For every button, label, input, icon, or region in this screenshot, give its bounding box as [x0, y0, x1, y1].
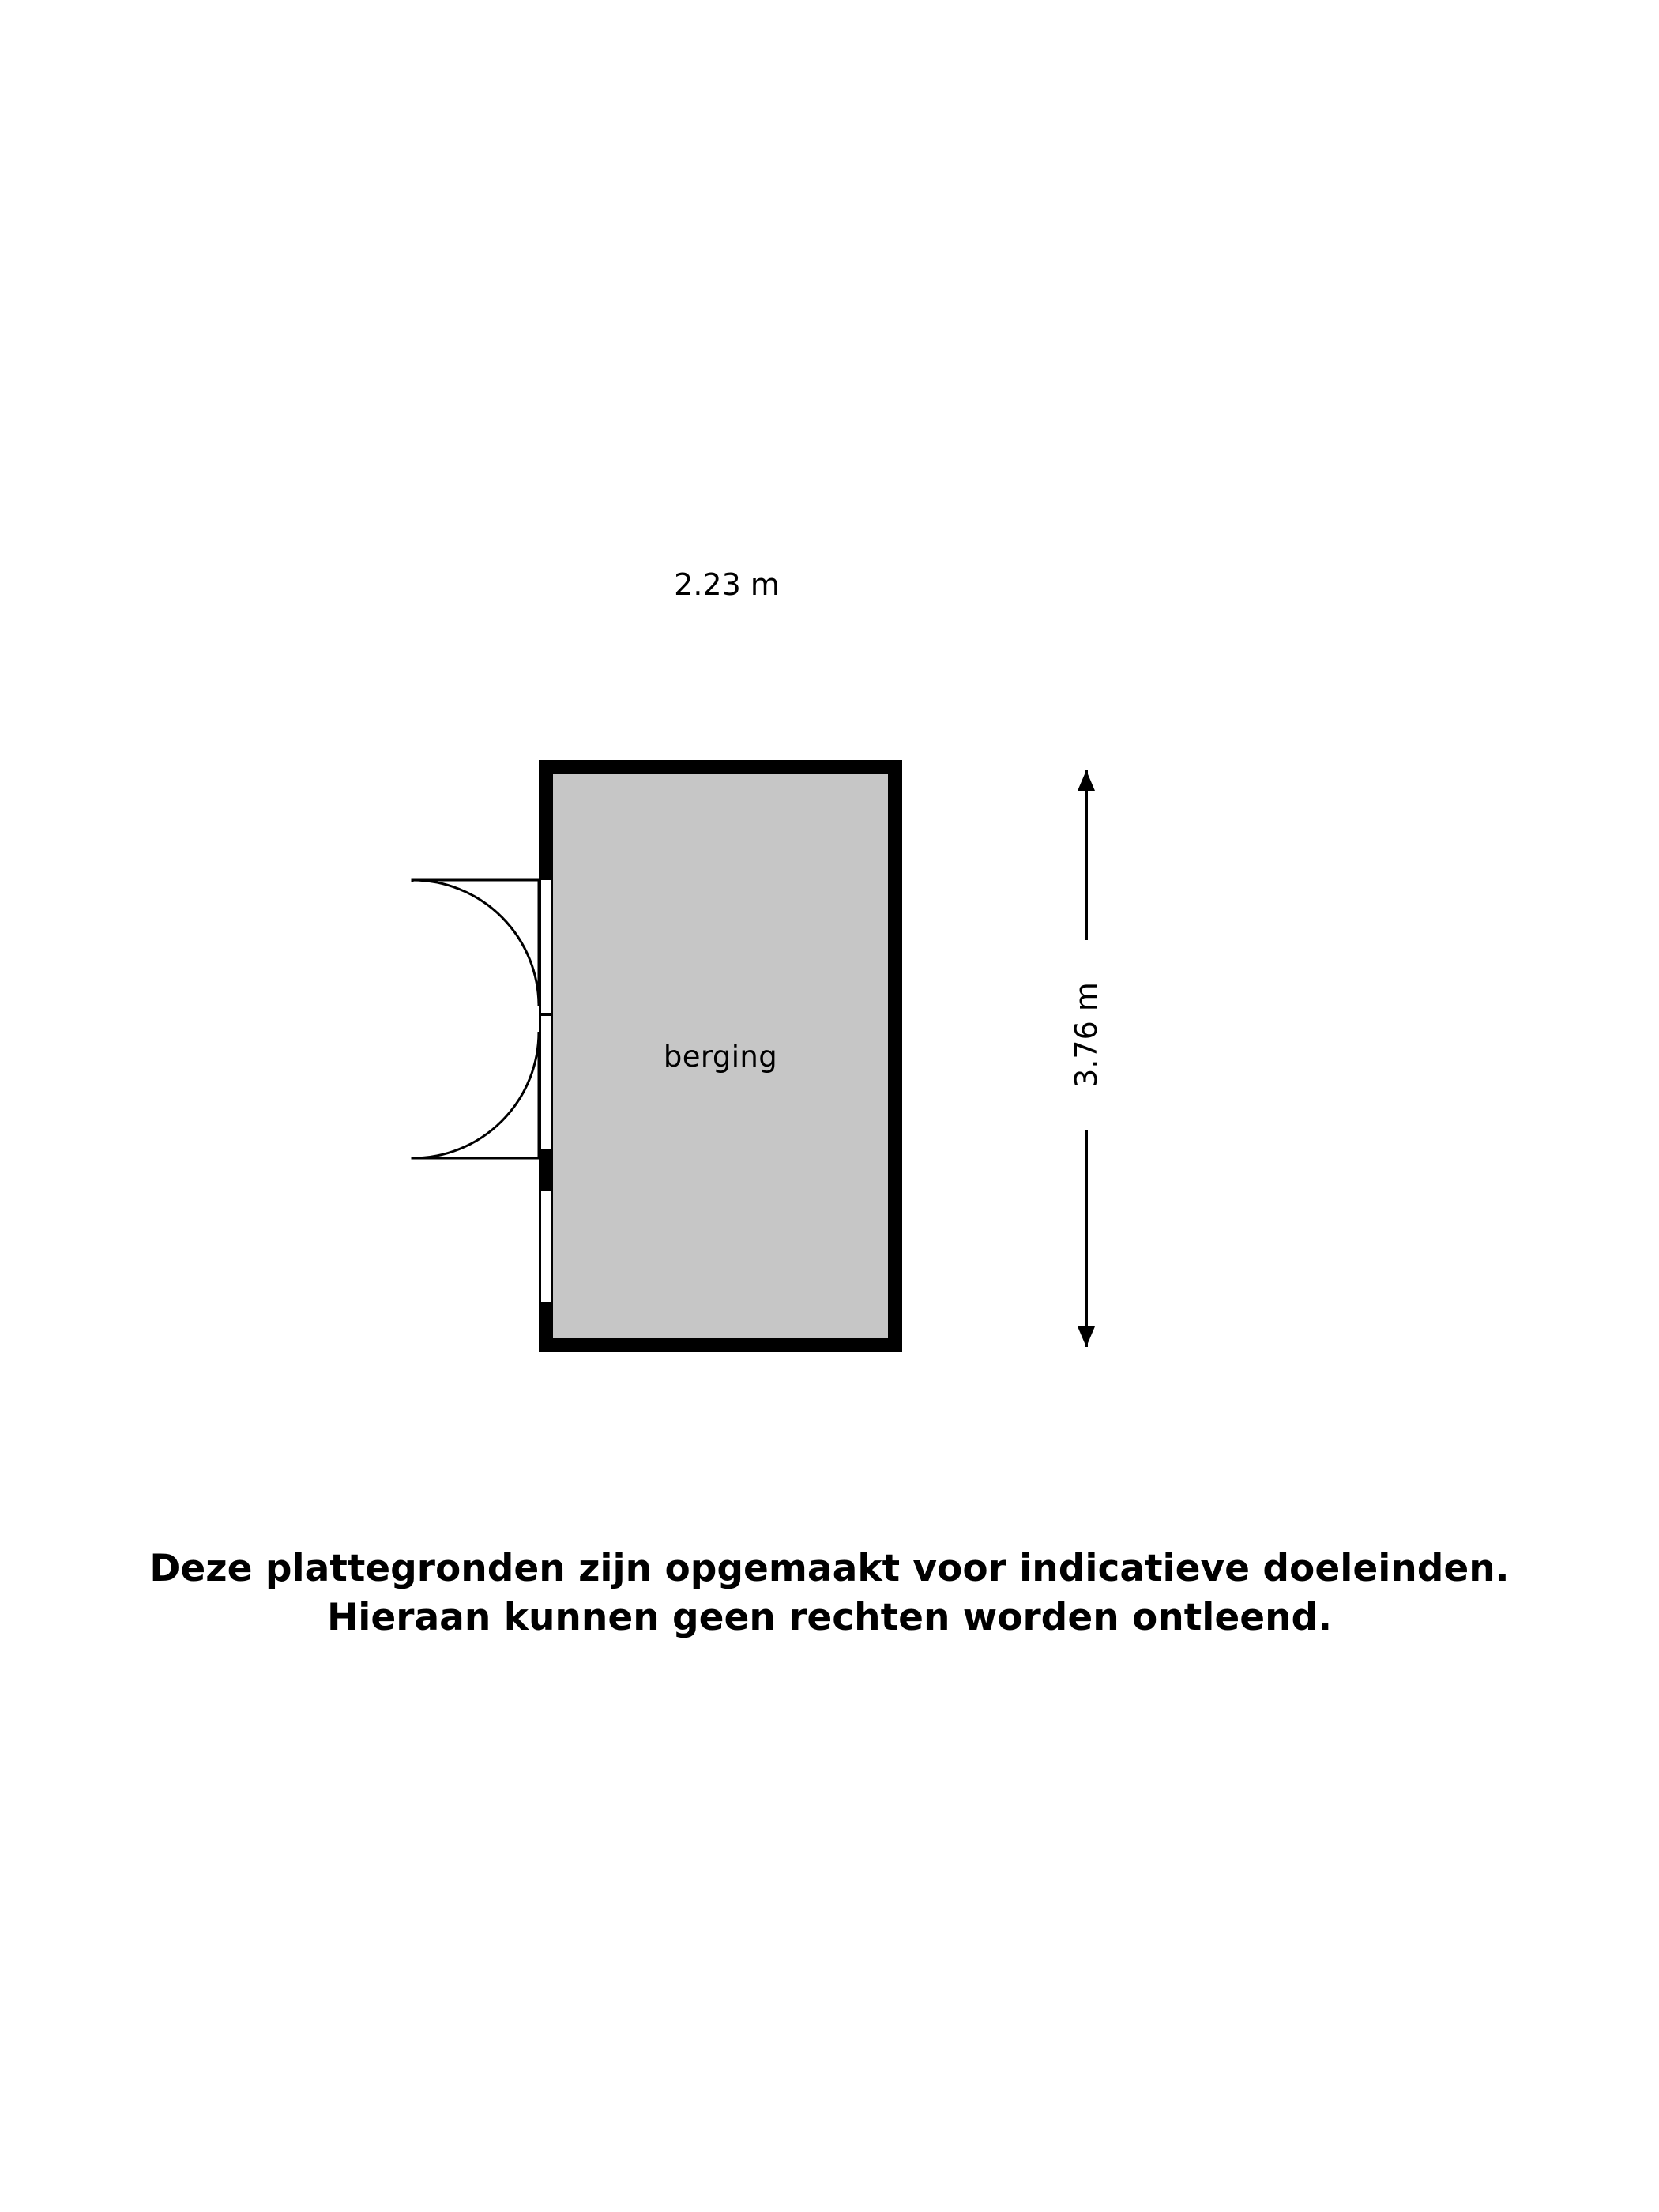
disclaimer-text [0, 1544, 1659, 1642]
room-berging [539, 760, 902, 1352]
door-swing-icon [411, 869, 569, 1169]
disclaimer-line-2: Hieraan kunnen geen rechten worden ontleend. [326, 1596, 1333, 1640]
room-label: berging [663, 1039, 778, 1074]
arrow-up-icon [1078, 770, 1095, 791]
width-dimension [553, 561, 901, 608]
disclaimer-line-1: Deze plattegronden zijn opgemaakt voor indicatieve doeleinden. [149, 1547, 1510, 1590]
width-dimension-label: 2.23 m [553, 561, 901, 608]
arrow-down-icon [1078, 1326, 1095, 1347]
height-dimension-label: 3.76 m [1063, 940, 1110, 1130]
window-opening [539, 1191, 553, 1302]
height-dimension [1059, 770, 1114, 1347]
